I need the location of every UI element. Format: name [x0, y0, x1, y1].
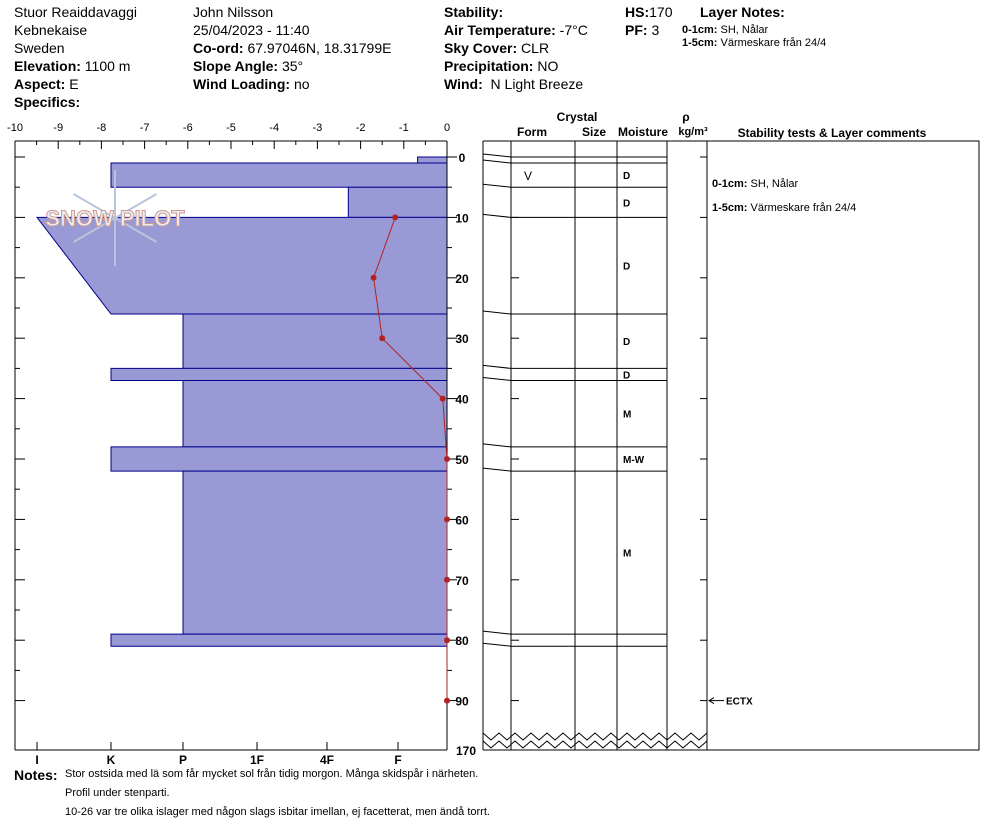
layer-note-0-text: SH, Nålar: [720, 24, 769, 36]
observer-name: John Nilsson: [193, 4, 274, 20]
temperature-point-1: [371, 275, 377, 281]
depth-tick-label-3: 30: [455, 332, 469, 347]
hs-value: 170: [649, 4, 673, 20]
air-temp-label: Air Temperature:: [444, 22, 556, 38]
slope-value: 35°: [281, 58, 304, 74]
layer-note-1-text: Värmeskare från 24/4: [720, 37, 827, 49]
hardness-tick-label-5: F: [394, 753, 402, 767]
layer-notes-title: Layer Notes:: [700, 4, 785, 20]
layer-connector-8: [483, 468, 511, 471]
precip-value: NO: [537, 58, 559, 74]
coord-label: Co-ord:: [193, 40, 244, 56]
sky-label: Sky Cover:: [444, 40, 518, 56]
depth-bottom-label: 170: [455, 744, 477, 758]
wind-label: Wind:: [444, 76, 483, 92]
sky-value: CLR: [521, 40, 550, 56]
notes-label: Notes:: [14, 767, 58, 783]
stability-label: Stability:: [444, 4, 504, 20]
specifics-label: Specifics:: [14, 94, 81, 110]
elevation-value: 1100 m: [84, 58, 131, 74]
size-header: Size: [581, 125, 607, 139]
layer-connector-2: [483, 184, 511, 187]
temp-tick-label-1: -9: [53, 122, 64, 134]
layer-comment-0-text: SH, Nålar: [750, 178, 799, 191]
hardness-layer-2: [348, 187, 447, 217]
hardness-layer-0: [418, 157, 447, 163]
hardness-layer-4: [183, 314, 447, 368]
temp-tick-label-8: -2: [355, 122, 366, 134]
layer-comment-0-depth: 0-1cm:: [712, 178, 751, 191]
temp-tick-label-0: -10: [7, 122, 23, 134]
temp-tick-label-9: -1: [398, 122, 409, 134]
form-header: Form: [517, 125, 547, 139]
layer-connector-10: [483, 643, 511, 646]
temp-tick-label-3: -7: [139, 122, 150, 134]
moisture-label-7: M-W: [623, 455, 645, 466]
moisture-label-8: M: [623, 548, 632, 560]
temperature-point-8: [444, 698, 450, 704]
comments-box: [707, 141, 979, 750]
temperature-point-0: [392, 214, 398, 220]
layer-connector-1: [483, 160, 511, 163]
temp-tick-label-6: -4: [269, 122, 280, 134]
coord-value: 67.97046N, 18.31799E: [247, 40, 392, 56]
hardness-tick-label-4: 4F: [319, 753, 335, 767]
depth-tick-label-8: 80: [455, 634, 469, 649]
depth-break-zigzag-top: [483, 733, 707, 740]
density-unit-header: kg/m³: [678, 126, 708, 138]
hardness-tick-label-3: 1F: [249, 753, 265, 767]
air-temp-value: -7°C: [559, 22, 588, 38]
wind-value: N Light Breeze: [490, 76, 584, 92]
layer-connector-6: [483, 377, 511, 380]
depth-break-zigzag-bottom: [483, 741, 707, 748]
country-name: Sweden: [14, 40, 65, 56]
moisture-label-3: D: [623, 261, 631, 273]
elevation-label: Elevation:: [14, 58, 81, 74]
area-name: Kebnekaise: [14, 22, 88, 38]
layer-note-1-depth: 1-5cm:: [682, 37, 718, 49]
layer-comment-1-text: Värmeskare från 24/4: [750, 202, 857, 215]
layer-connector-9: [483, 631, 511, 634]
rho-header: ρ: [682, 110, 690, 124]
temp-tick-label-10: 0: [443, 122, 451, 134]
pf-value: 3: [651, 22, 660, 38]
note-line-1: Profil under stenparti.: [65, 787, 170, 799]
hardness-layer-7: [111, 447, 447, 471]
depth-tick-label-5: 50: [455, 453, 469, 467]
note-line-2: 10-26 var tre olika islager med någon slags isbitar imellan, ej facetterat, men ändå torrt.: [65, 806, 490, 818]
depth-tick-label-7: 70: [455, 573, 469, 588]
hardness-tick-label-1: K: [106, 753, 116, 767]
temperature-point-6: [444, 577, 450, 583]
wind-loading-value: no: [293, 76, 310, 92]
hs-label: HS:: [625, 4, 650, 20]
aspect-value: E: [69, 76, 79, 92]
grain-form-symbol-1: V: [523, 169, 533, 184]
temp-tick-label-5: -5: [226, 122, 236, 134]
wind-loading-label: Wind Loading:: [193, 76, 291, 92]
moisture-label-4: D: [623, 337, 631, 349]
precip-label: Precipitation:: [444, 58, 534, 74]
temp-tick-label-7: -3: [312, 122, 323, 134]
temperature-point-3: [440, 396, 446, 402]
hardness-tick-label-0: I: [35, 753, 39, 767]
layer-connector-7: [483, 444, 511, 447]
layer-table: [483, 110, 979, 750]
depth-tick-label-9: 90: [455, 694, 469, 709]
pf-label: PF:: [625, 22, 648, 38]
crystal-header: Crystal: [556, 110, 598, 124]
stability-test-label-0: ECTX: [726, 696, 753, 708]
depth-tick-label-6: 60: [455, 513, 469, 528]
logo-text: SNOW PILOT: [45, 206, 185, 231]
hardness-layer-5: [111, 368, 447, 380]
moisture-label-6: M: [623, 409, 632, 421]
aspect-label: Aspect:: [14, 76, 66, 92]
observation-datetime: 25/04/2023 - 11:40: [193, 22, 310, 38]
hardness-layer-9: [111, 634, 447, 646]
temperature-point-5: [444, 516, 450, 522]
hardness-tick-label-2: P: [178, 753, 188, 767]
temperature-point-4: [444, 456, 450, 462]
layer-connector-4: [483, 311, 511, 314]
moisture-label-2: D: [623, 198, 631, 210]
moisture-label-1: D: [623, 171, 631, 183]
layer-connector-5: [483, 365, 511, 368]
hardness-layer-1: [111, 163, 447, 187]
layer-comment-1: [712, 202, 856, 214]
temperature-point-7: [444, 637, 450, 643]
layer-note-0-depth: 0-1cm:: [682, 24, 718, 36]
layer-connector-0: [483, 154, 511, 157]
hardness-layer-8: [183, 471, 447, 634]
moisture-label-5: D: [623, 370, 631, 382]
stability-header: Stability tests & Layer comments: [737, 126, 927, 140]
layer-connector-3: [483, 214, 511, 217]
layer-comment-0: [712, 178, 799, 190]
temp-tick-label-2: -8: [96, 122, 107, 134]
hardness-layer-3: [37, 217, 447, 314]
hardness-layer-6: [183, 380, 447, 446]
moisture-header: Moisture: [617, 125, 669, 139]
depth-tick-label-0: 0: [458, 151, 466, 165]
note-line-0: Stor ostsida med lä som får mycket sol från tidig morgon. Många skidspår i närheten.: [65, 768, 479, 780]
depth-tick-label-4: 40: [455, 392, 469, 407]
slope-label: Slope Angle:: [193, 58, 279, 74]
temp-tick-label-4: -6: [182, 122, 193, 134]
temperature-point-2: [379, 335, 385, 341]
depth-tick-label-1: 10: [455, 211, 469, 226]
depth-tick-label-2: 20: [455, 271, 469, 286]
layer-comment-1-depth: 1-5cm:: [712, 202, 751, 215]
location-name: Stuor Reaiddavaggi: [14, 4, 137, 20]
